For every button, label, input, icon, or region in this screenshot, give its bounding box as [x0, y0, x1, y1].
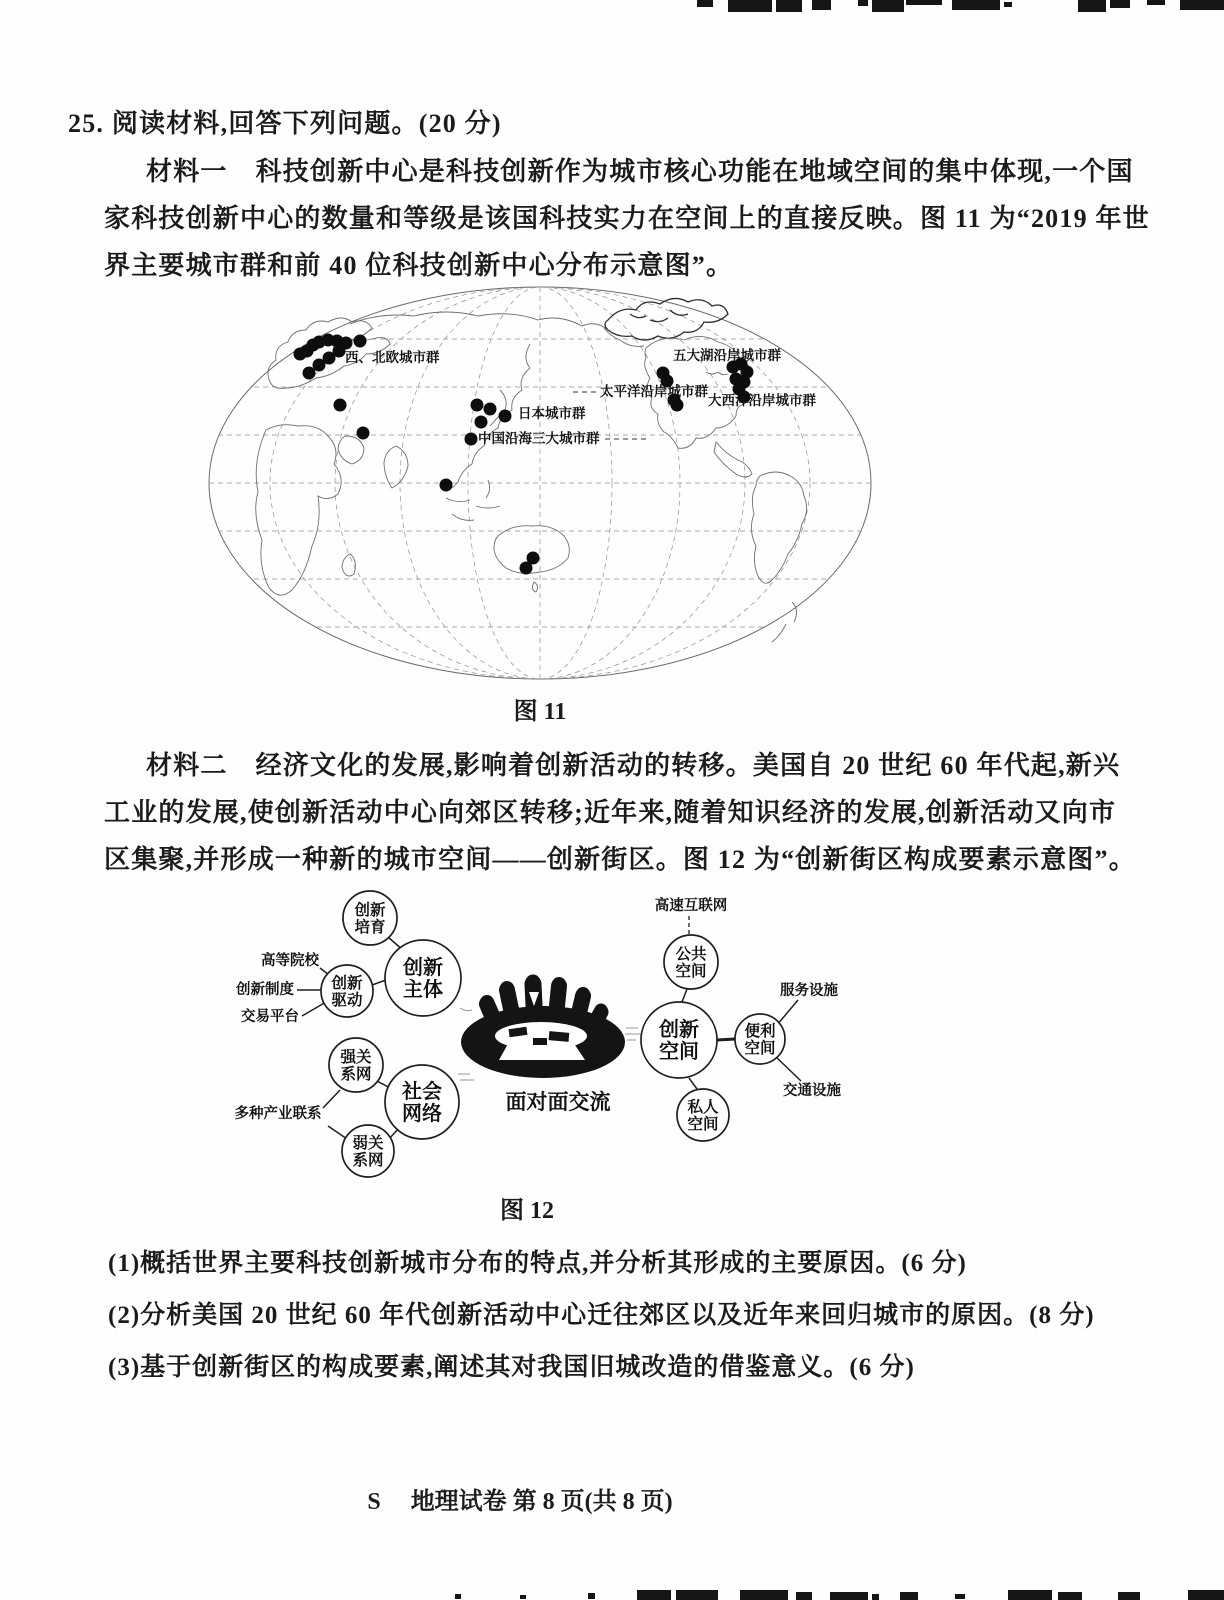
- label-great-lakes-cluster: 五大湖沿岸城市群: [673, 348, 781, 363]
- figure12-caption: 图 12: [500, 1198, 554, 1224]
- scan-artifact: [676, 1590, 718, 1600]
- node-drive-l1: 创新: [331, 975, 363, 992]
- material2-line1: [146, 745, 1120, 782]
- innovation-center-dot: [357, 427, 370, 440]
- innovation-center-dot: [520, 562, 533, 575]
- link-industries-strong: [323, 1090, 340, 1108]
- scan-artifact: [776, 0, 802, 12]
- node-convenient-l2: 空间: [744, 1040, 776, 1057]
- innovation-center-dot: [499, 410, 512, 423]
- map-labels: [345, 347, 816, 446]
- material1-line3: 界主要城市群和前 40 位科技创新中心分布示意图”。: [104, 251, 734, 280]
- node-cultivate-l2: 培育: [354, 919, 386, 936]
- scan-artifact: [1118, 1592, 1140, 1600]
- scan-artifact: [906, 0, 942, 5]
- scan-artifact: [520, 1595, 526, 1599]
- node-weak-l1: 弱关: [352, 1135, 384, 1152]
- node-drive-l2: 驱动: [331, 992, 363, 1009]
- scan-artifact: [872, 1594, 879, 1600]
- world-map-figure: [200, 284, 880, 684]
- innovation-center-dots: [294, 334, 754, 575]
- material1-label: 材料一: [146, 157, 228, 186]
- scan-artifact: [1180, 0, 1224, 10]
- label-high-speed-internet: 高速互联网: [654, 898, 728, 914]
- label-japan-cluster: 日本城市群: [518, 406, 586, 421]
- scan-artifact: [1188, 1590, 1224, 1600]
- link-innovation-private: [689, 1078, 697, 1089]
- scan-artifact: [858, 0, 868, 6]
- material2-line2: 工业的发展,使创新活动中心向郊区转移;近年来,随着知识经济的发展,创新活动又向市: [104, 798, 1117, 827]
- label-industry-links: 多种产业联系: [234, 1106, 322, 1122]
- node-strong-l2: 系网: [340, 1066, 372, 1083]
- question-2: (2)分析美国 20 世纪 60 年代创新活动中心迁往郊区以及近年来回归城市的原因。(8 分): [108, 1302, 1095, 1329]
- scan-artifact: [812, 0, 831, 10]
- scan-artifact: [955, 1594, 965, 1599]
- scan-artifact: [1058, 1592, 1082, 1600]
- node-public-l2: 空间: [675, 963, 707, 980]
- material1-text1: 科技创新中心是科技创新作为城市核心功能在地域空间的集中体现,一个国: [255, 157, 1134, 186]
- node-private-l2: 空间: [687, 1116, 719, 1133]
- link-convenient-transport: [775, 1056, 801, 1081]
- innovation-center-dot: [484, 403, 497, 416]
- label-pacific-cluster: 太平洋沿岸城市群: [600, 384, 708, 399]
- innovation-center-dot: [440, 479, 453, 492]
- scan-artifact: [1147, 0, 1165, 5]
- scan-artifact: [830, 1592, 868, 1600]
- node-public-l1: 公共: [675, 946, 707, 963]
- innovation-center-dot: [334, 399, 347, 412]
- people-caption: 面对面交流: [505, 1090, 611, 1114]
- label-service-facilities: 服务设施: [780, 983, 838, 999]
- innovation-center-dot: [671, 399, 684, 412]
- question-3: (3)基于创新街区的构成要素,阐述其对我国旧城改造的借鉴意义。(6 分): [108, 1354, 915, 1381]
- node-social-l2: 网络: [402, 1103, 442, 1125]
- node-subject-l2: 主体: [403, 979, 443, 1001]
- node-private-l1: 私人: [687, 1099, 719, 1116]
- node-subject-l1: 创新: [403, 957, 443, 979]
- innovation-district-diagram: [220, 868, 860, 1178]
- scan-artifact: [1008, 1590, 1052, 1600]
- question-intro: 阅读材料,回答下列问题。(20 分): [111, 109, 502, 138]
- scan-artifact: [1110, 0, 1130, 8]
- material2-text1: 经济文化的发展,影响着创新活动的转移。美国自 20 世纪 60 年代起,新兴: [255, 751, 1121, 780]
- node-social-l1: 社会: [402, 1081, 442, 1103]
- label-europe-cluster: 西、北欧城市群: [345, 350, 440, 365]
- innovation-center-dot: [294, 348, 307, 361]
- link-public-innovation: [682, 989, 687, 1002]
- label-colleges: 高等院校: [261, 953, 319, 969]
- label-atlantic-cluster: 大西洋沿岸城市群: [708, 393, 816, 408]
- node-convenient-l1: 便利: [744, 1023, 776, 1040]
- link-convenient-service: [777, 1000, 798, 1025]
- scan-artifact: [796, 1592, 812, 1600]
- node-innovspace-l2: 空间: [659, 1041, 699, 1063]
- scan-artifact: [1078, 0, 1106, 12]
- label-china-cluster: 中国沿海三大城市群: [478, 431, 600, 446]
- footer-code: S: [367, 1489, 381, 1515]
- scan-artifact: [588, 1593, 595, 1599]
- innovation-center-dot: [475, 416, 488, 429]
- scan-artifact: [697, 0, 713, 7]
- scan-artifact: [1004, 2, 1012, 7]
- scan-artifact: [952, 0, 1000, 10]
- innovation-center-dot: [471, 399, 484, 412]
- label-transport-facilities: 交通设施: [783, 1083, 841, 1099]
- footer-text: 地理试卷 第 8 页(共 8 页): [410, 1489, 673, 1515]
- figure11-caption: 图 11: [513, 699, 567, 725]
- scan-artifact: [455, 1594, 461, 1599]
- node-cultivate-l1: 创新: [354, 902, 386, 919]
- link-drive-subject: [372, 980, 386, 985]
- question-number: 25.: [68, 109, 105, 138]
- scan-artifact: [872, 0, 904, 12]
- material2-line3: 区集聚,并形成一种新的城市空间——创新街区。图 12 为“创新街区构成要素示意图”。: [104, 845, 1136, 874]
- meeting-people-illustration: [461, 975, 625, 1079]
- node-innovspace-l1: 创新: [659, 1019, 699, 1041]
- innovation-center-dot: [303, 367, 316, 380]
- material2-label: 材料二: [146, 751, 228, 780]
- scan-artifact: [740, 1590, 788, 1600]
- material1-line2: 家科技创新中心的数量和等级是该国科技实力在空间上的直接反映。图 11 为“2019 年世: [104, 204, 1150, 233]
- innovation-center-dot: [465, 433, 478, 446]
- node-strong-l1: 强关: [340, 1049, 372, 1066]
- scan-artifact: [637, 1590, 671, 1600]
- link-innovation-convenient: [717, 1039, 735, 1040]
- innovation-center-dot: [354, 335, 367, 348]
- question-1: (1)概括世界主要科技创新城市分布的特点,并分析其形成的主要原因。(6 分): [108, 1250, 967, 1277]
- label-innovation-system: 创新制度: [236, 982, 294, 998]
- question-header: [68, 103, 502, 140]
- scan-artifact: [728, 0, 772, 12]
- link-platform-drive: [302, 1002, 326, 1016]
- node-weak-l2: 系网: [352, 1152, 384, 1169]
- scan-artifact: [900, 1592, 918, 1600]
- label-trading-platform: 交易平台: [241, 1009, 299, 1025]
- link-industries-weak: [328, 1126, 347, 1139]
- material1-line1: [146, 151, 1134, 188]
- page-footer: [0, 1481, 1040, 1516]
